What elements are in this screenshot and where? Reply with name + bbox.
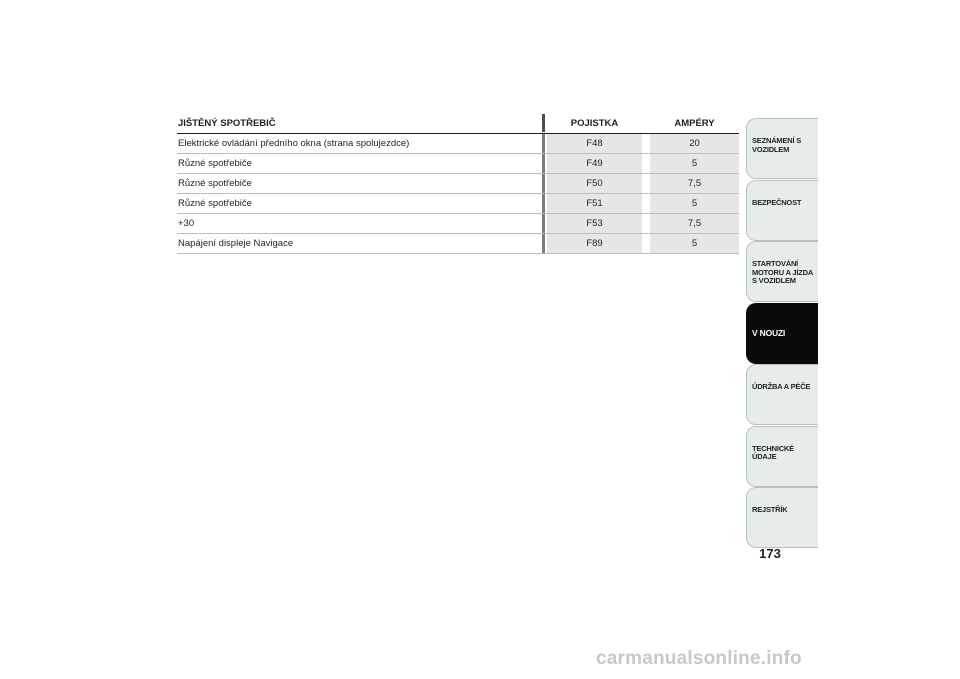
table-row	[177, 154, 739, 174]
column-separator	[642, 234, 650, 254]
cell-fuse: F49	[547, 154, 642, 174]
column-separator	[642, 154, 650, 174]
watermark: carmanualsonline.info	[596, 648, 802, 669]
cell-fuse: F89	[547, 234, 642, 254]
cell-consumer: Různé spotřebiče	[177, 174, 539, 194]
chapter-tab-bezpecnost[interactable]: BEZPEČNOST	[746, 180, 818, 241]
column-separator	[539, 154, 547, 174]
page-number: 173	[759, 546, 781, 561]
cell-amps: 5	[650, 234, 739, 254]
cell-consumer: +30	[177, 214, 539, 234]
cell-fuse: F53	[547, 214, 642, 234]
cell-fuse: F50	[547, 174, 642, 194]
chapter-tab-seznameni[interactable]: SEZNÁMENÍ S VOZIDLEM	[746, 118, 818, 179]
column-separator	[539, 114, 547, 134]
column-separator	[539, 194, 547, 214]
chapter-tab-rejstrik[interactable]: REJSTŘÍK	[746, 487, 818, 548]
cell-fuse: F48	[547, 134, 642, 154]
column-separator	[539, 234, 547, 254]
header-consumer: JIŠTĚNÝ SPOTŘEBIČ	[177, 114, 539, 134]
chapter-tabs	[746, 118, 818, 549]
column-separator	[642, 194, 650, 214]
column-separator	[539, 174, 547, 194]
column-separator	[642, 134, 650, 154]
cell-consumer: Elektrické ovládání předního okna (strana spolujezdce)	[177, 134, 539, 154]
column-separator	[642, 114, 650, 134]
header-amps: AMPÉRY	[650, 114, 739, 134]
header-fuse: POJISTKA	[547, 114, 642, 134]
cell-consumer: Různé spotřebiče	[177, 194, 539, 214]
column-separator	[539, 134, 547, 154]
table-row	[177, 194, 739, 214]
chapter-tab-v-nouzi[interactable]: V NOUZI	[746, 303, 818, 364]
table-row	[177, 214, 739, 234]
cell-amps: 7,5	[650, 214, 739, 234]
cell-amps: 5	[650, 194, 739, 214]
column-separator	[539, 214, 547, 234]
cell-consumer: Různé spotřebiče	[177, 154, 539, 174]
cell-consumer: Napájení displeje Navigace	[177, 234, 539, 254]
column-separator	[642, 174, 650, 194]
table-row	[177, 234, 739, 254]
cell-amps: 5	[650, 154, 739, 174]
column-separator	[642, 214, 650, 234]
chapter-tab-startovani[interactable]: STARTOVÁNÍ MOTORU A JÍZDA S VOZIDLEM	[746, 241, 818, 302]
table-row	[177, 134, 739, 154]
cell-amps: 7,5	[650, 174, 739, 194]
cell-amps: 20	[650, 134, 739, 154]
fuse-table	[177, 114, 739, 254]
table-row	[177, 174, 739, 194]
cell-fuse: F51	[547, 194, 642, 214]
chapter-tab-udrzba[interactable]: ÚDRŽBA A PÉČE	[746, 364, 818, 425]
chapter-tab-technicke-udaje[interactable]: TECHNICKÉ ÚDAJE	[746, 426, 818, 487]
table-header-row	[177, 114, 739, 134]
